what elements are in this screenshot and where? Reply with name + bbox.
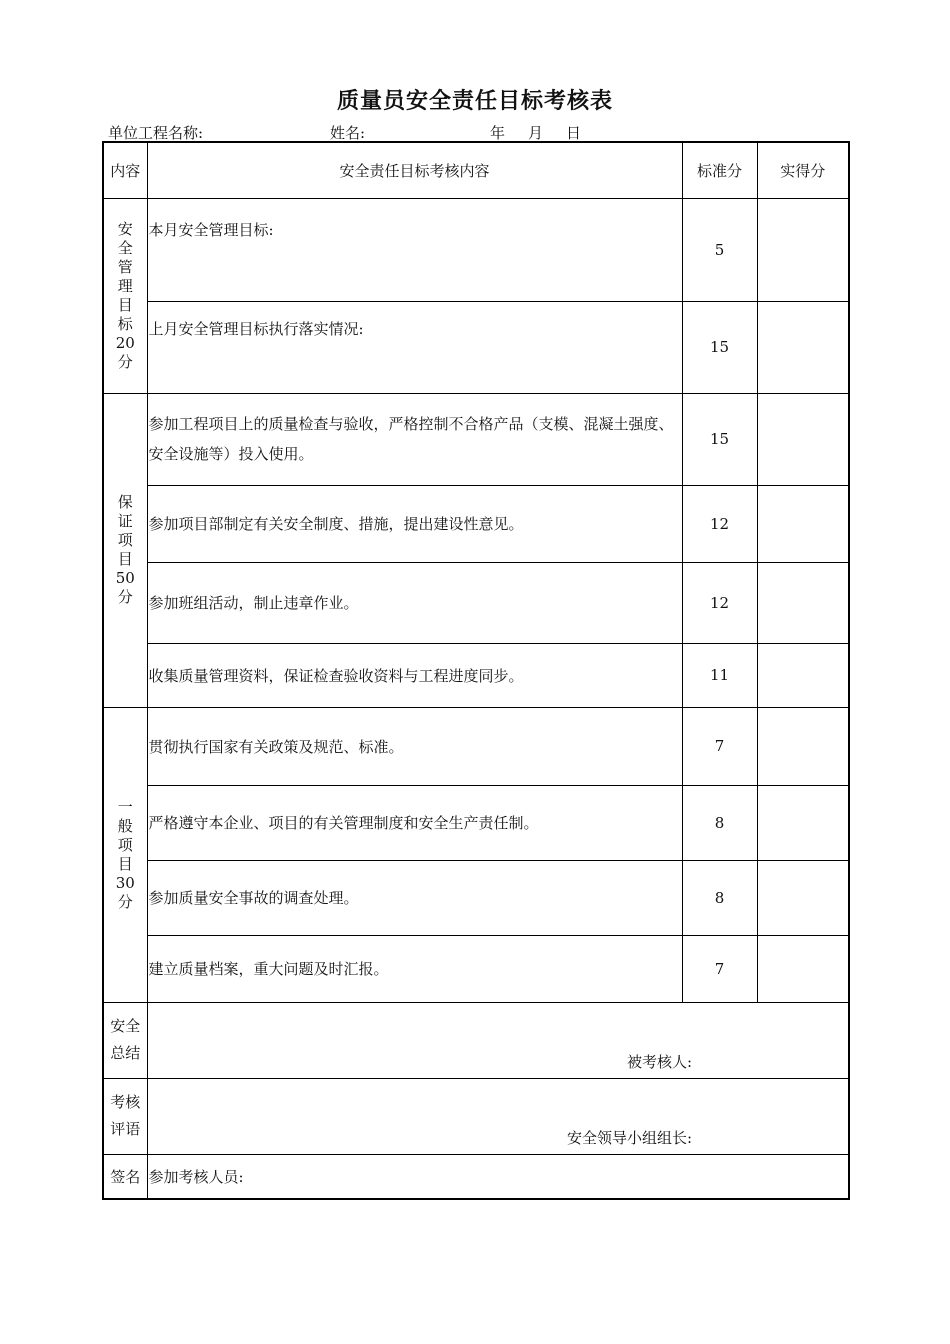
- section-label-guarantee-items: 保 证 项 目 50 分: [103, 393, 147, 707]
- year-label: 年: [490, 124, 506, 142]
- actual-score-cell[interactable]: [757, 707, 849, 785]
- summary-row: [103, 1002, 849, 1078]
- summary-label: 安全 总结: [103, 1002, 147, 1078]
- table-row: [103, 198, 849, 301]
- month-label: 月: [528, 124, 544, 142]
- header-actual-score: 实得分: [757, 142, 849, 198]
- assessment-table: [102, 141, 850, 1200]
- review-signer[interactable]: 安全领导小组组长:: [147, 1078, 849, 1154]
- standard-score: 15: [682, 393, 757, 485]
- actual-score-cell[interactable]: [757, 562, 849, 643]
- name-label: 姓名:: [330, 124, 366, 142]
- table-row: [103, 485, 849, 562]
- signature-label: 签名: [103, 1154, 147, 1199]
- header-content: 内容: [103, 142, 147, 198]
- item-text: 建立质量档案，重大问题及时汇报。: [147, 935, 682, 1002]
- actual-score-cell[interactable]: [757, 485, 849, 562]
- signature-row: [103, 1154, 849, 1199]
- item-text: 参加质量安全事故的调查处理。: [147, 860, 682, 935]
- item-text: 收集质量管理资料，保证检查验收资料与工程进度同步。: [147, 643, 682, 707]
- actual-score-cell[interactable]: [757, 198, 849, 301]
- item-text: 参加班组活动，制止违章作业。: [147, 562, 682, 643]
- actual-score-cell[interactable]: [757, 393, 849, 485]
- page-title: 质量员安全责任目标考核表: [336, 89, 613, 114]
- standard-score: 12: [682, 562, 757, 643]
- table-row: [103, 860, 849, 935]
- review-row: [103, 1078, 849, 1154]
- standard-score: 12: [682, 485, 757, 562]
- unit-name-label: 单位工程名称:: [108, 124, 204, 142]
- header-standard-score: 标准分: [682, 142, 757, 198]
- actual-score-cell[interactable]: [757, 935, 849, 1002]
- section-label-general-items: 一 般 项 目 30 分: [103, 707, 147, 1002]
- review-label: 考核 评语: [103, 1078, 147, 1154]
- item-text: 本月安全管理目标:: [147, 198, 682, 301]
- standard-score: 8: [682, 860, 757, 935]
- table-row: [103, 301, 849, 393]
- actual-score-cell[interactable]: [757, 643, 849, 707]
- standard-score: 7: [682, 707, 757, 785]
- table-row: [103, 707, 849, 785]
- standard-score: 5: [682, 198, 757, 301]
- standard-score: 15: [682, 301, 757, 393]
- section-label-safety-target: 安 全 管 理 目 标 20 分: [103, 198, 147, 393]
- item-text: 严格遵守本企业、项目的有关管理制度和安全生产责任制。: [147, 785, 682, 860]
- actual-score-cell[interactable]: [757, 785, 849, 860]
- item-text: 贯彻执行国家有关政策及规范、标准。: [147, 707, 682, 785]
- standard-score: 11: [682, 643, 757, 707]
- item-text: 上月安全管理目标执行落实情况:: [147, 301, 682, 393]
- table-row: [103, 562, 849, 643]
- standard-score: 7: [682, 935, 757, 1002]
- standard-score: 8: [682, 785, 757, 860]
- day-label: 日: [566, 124, 582, 142]
- item-text: 参加项目部制定有关安全制度、措施，提出建设性意见。: [147, 485, 682, 562]
- item-text: 参加工程项目上的质量检查与验收，严格控制不合格产品（支模、混凝土强度、安全设施等）投入使用。: [147, 393, 682, 485]
- info-row: [108, 122, 848, 142]
- table-row: [103, 785, 849, 860]
- table-header-row: [103, 142, 849, 198]
- actual-score-cell[interactable]: [757, 860, 849, 935]
- header-items: 安全责任目标考核内容: [147, 142, 682, 198]
- table-row: [103, 393, 849, 485]
- table-row: [103, 935, 849, 1002]
- table-row: [103, 643, 849, 707]
- signature-participants[interactable]: 参加考核人员:: [147, 1154, 849, 1199]
- summary-signer[interactable]: 被考核人:: [147, 1002, 849, 1078]
- actual-score-cell[interactable]: [757, 301, 849, 393]
